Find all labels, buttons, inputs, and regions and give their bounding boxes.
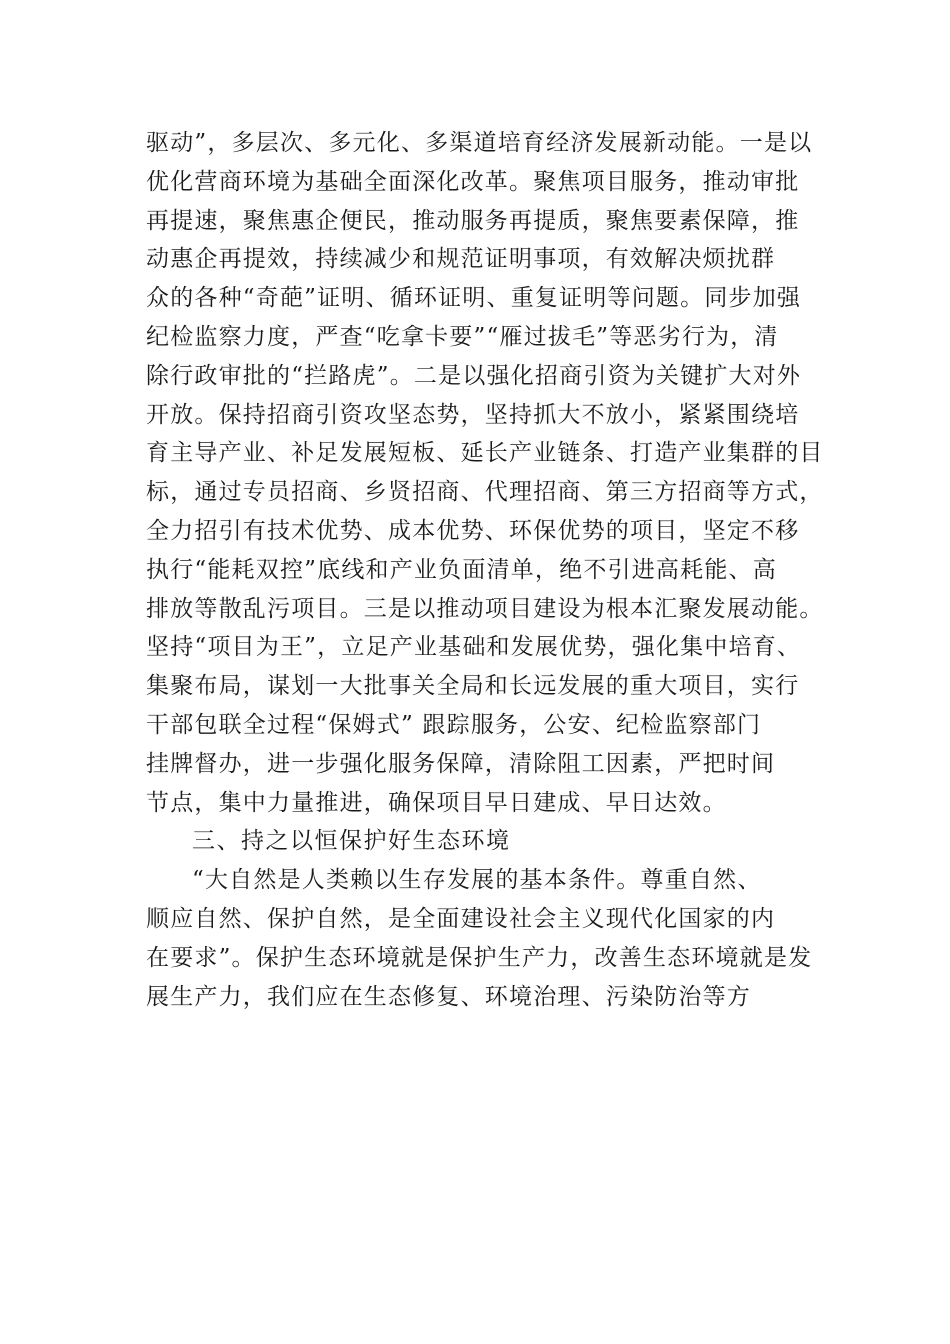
paragraph-line: 挂牌督办，进一步强化服务保障，清除阻工因素，严把时间 xyxy=(146,750,776,777)
paragraph-line: 节点，集中力量推进，确保项目早日建成、早日达效。 xyxy=(146,789,727,816)
paragraph-line: 再提速，聚焦惠企便民，推动服务再提质，聚焦要素保障，推 xyxy=(146,207,800,234)
paragraph-line: 动惠企再提效，持续减少和规范证明事项，有效解决烦扰群 xyxy=(146,246,776,273)
paragraph-line: 排放等散乱污项目。三是以推动项目建设为根本汇聚发展动能。 xyxy=(146,595,824,622)
paragraph-line: 标，通过专员招商、乡贤招商、代理招商、第三方招商等方式， xyxy=(146,479,824,506)
paragraph-line: 驱动”，多层次、多元化、多渠道培育经济发展新动能。一是以 xyxy=(146,130,813,156)
paragraph-line: 全力招引有技术优势、成本优势、环保优势的项目，坚定不移 xyxy=(146,517,800,544)
paragraph-line: 干部包联全过程“保姆式” 跟踪服务，公安、纪检监察部门 xyxy=(146,711,762,738)
paragraph-line: 优化营商环境为基础全面深化改革。聚焦项目服务，推动审批 xyxy=(146,168,800,195)
paragraph-line: 育主导产业、补足发展短板、延长产业链条、打造产业集群的目 xyxy=(146,440,824,467)
paragraph-line: 开放。保持招商引资攻坚态势，坚持抓大不放小，紧紧围绕培 xyxy=(146,401,800,428)
paragraph-line: 众的各种“奇葩”证明、循环证明、重复证明等问题。同步加强 xyxy=(146,285,802,312)
paragraph-line: 展生产力，我们应在生态修复、环境治理、污染防治等方 xyxy=(146,983,751,1010)
paragraph-line: 顺应自然、保护自然，是全面建设社会主义现代化国家的内 xyxy=(146,905,776,932)
paragraph-line: 执行“能耗双控”底线和产业负面清单，绝不引进高耗能、高 xyxy=(146,556,777,583)
section-heading: 三、持之以恒保护好生态环境 xyxy=(192,828,511,855)
paragraph-line: 在要求”。保护生态环境就是保护生产力，改善生态环境就是发 xyxy=(146,944,813,971)
paragraph-line: “大自然是人类赖以生存发展的基本条件。尊重自然、 xyxy=(192,867,762,894)
paragraph-line: 集聚布局，谋划一大批事关全局和长远发展的重大项目，实行 xyxy=(146,673,800,700)
paragraph-line: 坚持“项目为王”，立足产业基础和发展优势，强化集中培育、 xyxy=(146,634,802,661)
paragraph-line: 除行政审批的“拦路虎”。二是以强化招商引资为关键扩大对外 xyxy=(146,362,802,389)
body-text xyxy=(146,124,826,1016)
paragraph-line: 纪检监察力度，严查“吃拿卡要”“雁过拔毛”等恶劣行为，清 xyxy=(146,323,779,350)
